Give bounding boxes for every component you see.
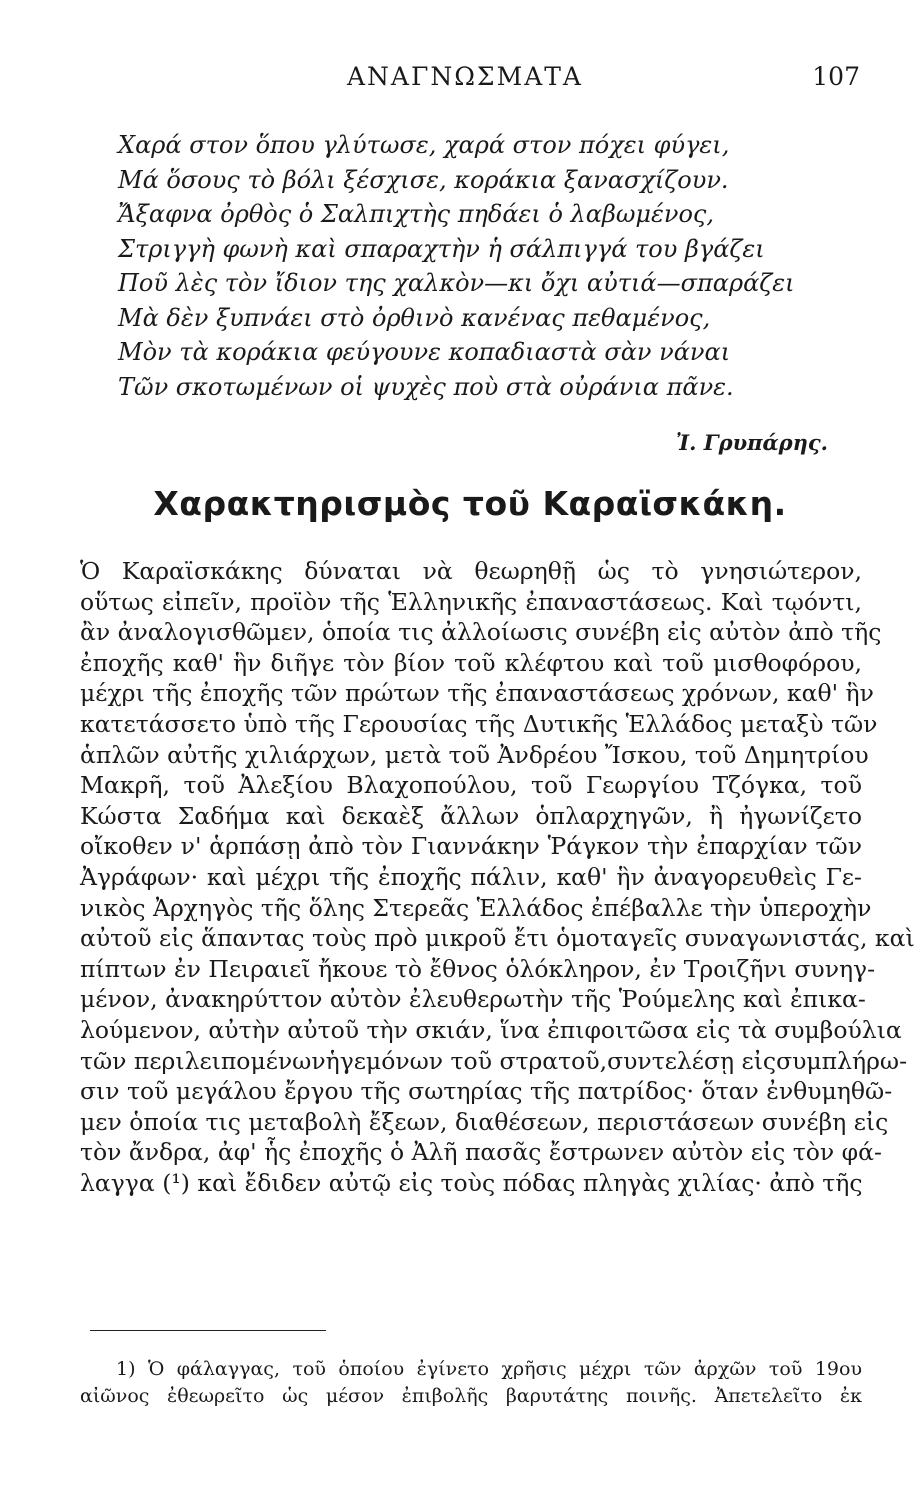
- footnote-line: αἰῶνος ἐθεωρεῖτο ὡς μέσον ἐπιβολῆς βαρυτάτης ποινῆς. Ἀπετελεῖτο ἐκ: [80, 1385, 862, 1407]
- poem-line: Μὸν τὰ κοράκια φεύγουνε κοπαδιαστὰ σὰν νάναι: [118, 338, 731, 366]
- body-line: κατετάσσετο ὑπὸ τῆς Γερουσίας τῆς Δυτικῆς Ἑλλάδος μεταξὺ τῶν: [80, 709, 878, 738]
- body-line: πίπτων ἐν Πειραιεῖ ἤκουε τὸ ἔθνος ὁλόκληρον, ἐν Τροιζῆνι συνηγ-: [80, 954, 876, 983]
- poem-line: Ἄξαφνα ὀρθὸς ὁ Σαλπιχτὴς πηδάει ὁ λαβωμένος,: [118, 200, 714, 228]
- body-line: μέχρι τῆς ἐποχῆς τῶν πρώτων τῆς ἐπαναστάσεως χρόνων, καθ' ἣν: [80, 679, 874, 708]
- poem-line: Μὰ δὲν ξυπνάει στὸ ὀρθινὸ κανένας πεθαμένος,: [118, 303, 711, 332]
- body-line: σιν τοῦ μεγάλου ἔργου τῆς σωτηρίας τῆς πατρίδος· ὅταν ἐνθυμηθῶ-: [80, 1077, 893, 1106]
- poem-line: Μά ὅσους τὸ βόλι ξέσχισε, κοράκια ξανασχίζουν.: [118, 165, 729, 194]
- body-text: [80, 556, 915, 1198]
- body-line: τῶν περιλειπομένωνἡγεμόνων τοῦ στρατοῦ,συντελέσῃ εἰςσυμπλήρω-: [80, 1046, 908, 1075]
- body-line: οἴκοθεν ν' ἁρπάσῃ ἀπὸ τὸν Γιαννάκην Ῥάγκον τὴν ἐπαρχίαν τῶν: [80, 832, 862, 861]
- section-heading: Χαρακτηρισμὸς τοῦ Καραϊσκάκη.: [153, 484, 787, 523]
- body-line: αὐτοῦ εἰς ἅπαντας τοὺς πρὸ μικροῦ ἔτι ὁμοταγεῖς συναγωνιστάς, καὶ: [80, 924, 915, 953]
- body-line: Μακρῆ, τοῦ Ἀλεξίου Βλαχοπούλου, τοῦ Γεωργίου Τζόγκα, τοῦ: [80, 771, 862, 800]
- body-line: μένον, ἀνακηρύττον αὐτὸν ἐλευθερωτὴν τῆς Ῥούμελης καὶ ἐπικα-: [80, 985, 866, 1014]
- body-line: Ὁ Καραϊσκάκης δύναται νὰ θεωρηθῇ ὡς τὸ γνησιώτερον,: [80, 557, 862, 585]
- body-line: ἐποχῆς καθ' ἣν διῆγε τὸν βίον τοῦ κλέφτου καὶ τοῦ μισθοφόρου,: [80, 648, 862, 677]
- body-line: οὕτως εἰπεῖν, προϊὸν τῆς Ἑλληνικῆς ἐπαναστάσεως. Καὶ τῳόντι,: [80, 587, 862, 616]
- poem-line: Στριγγὴ φωνὴ καὶ σπαραχτὴν ἡ σάλπιγγά του βγάζει: [118, 234, 765, 263]
- poem-author: Ἰ. Γρυπάρης.: [675, 430, 828, 455]
- body-line: τὸν ἄνδρα, ἀφ' ἧς ἐποχῆς ὁ Ἀλῆ πασᾶς ἔστρωνεν αὐτὸν εἰς τὸν φά-: [80, 1138, 882, 1167]
- poem-line: Ποῦ λὲς τὸν ἴδιον της χαλκὸν—κι ὄχι αὐτιά—σπαράζει: [118, 269, 795, 297]
- body-line: Κώστα Σαδήμα καὶ δεκαὲξ ἄλλων ὁπλαρχηγῶν, ἢ ἠγωνίζετο: [80, 801, 862, 830]
- poem-line: Τῶν σκοτωμένων οἱ ψυχὲς ποὺ στὰ οὐράνια πᾶνε.: [118, 372, 734, 401]
- footnote-line: 1) Ὁ φάλαγγας, τοῦ ὁποίου ἐγίνετο χρῆσις μέχρι τῶν ἀρχῶν τοῦ 19ου: [116, 1358, 862, 1380]
- body-line: Ἀγράφων· καὶ μέχρι τῆς ἐποχῆς πάλιν, καθ' ἣν ἀναγορευθεὶς Γε-: [80, 862, 862, 891]
- poem-line: Χαρά στον ὅπου γλύτωσε, χαρά στον πόχει φύγει,: [118, 131, 730, 159]
- running-title: ΑΝΑΓΝΩΣΜΑΤΑ: [347, 62, 583, 91]
- body-line: νικὸς Ἀρχηγὸς τῆς ὅλης Στερεᾶς Ἑλλάδος ἐπέβαλλε τὴν ὑπεροχὴν: [80, 893, 872, 922]
- body-line: ἂν ἀναλογισθῶμεν, ὁποία τις ἀλλοίωσις συνέβη εἰς αὐτὸν ἀπὸ τῆς: [80, 618, 882, 647]
- page-number: 107: [812, 62, 860, 91]
- body-line: μεν ὁποία τις μεταβολὴ ἔξεων, διαθέσεων, περιστάσεων συνέβη εἰς: [80, 1107, 889, 1136]
- footnotes: [80, 1356, 862, 1410]
- footnote-divider: [90, 1330, 326, 1331]
- body-line: λούμενον, αὐτὴν αὐτοῦ τὴν σκιάν, ἵνα ἐπιφοιτῶσα εἰς τὰ συμβούλια: [80, 1015, 902, 1044]
- poem: [118, 128, 858, 404]
- body-line: ἁπλῶν αὐτῆς χιλιάρχων, μετὰ τοῦ Ἀνδρέου Ἴσκου, τοῦ Δημητρίου: [80, 740, 869, 769]
- body-line: λαγγα (¹) καὶ ἔδιδεν αὐτῷ εἰς τοὺς πόδας πληγὰς χιλίας· ἀπὸ τῆς: [80, 1168, 863, 1197]
